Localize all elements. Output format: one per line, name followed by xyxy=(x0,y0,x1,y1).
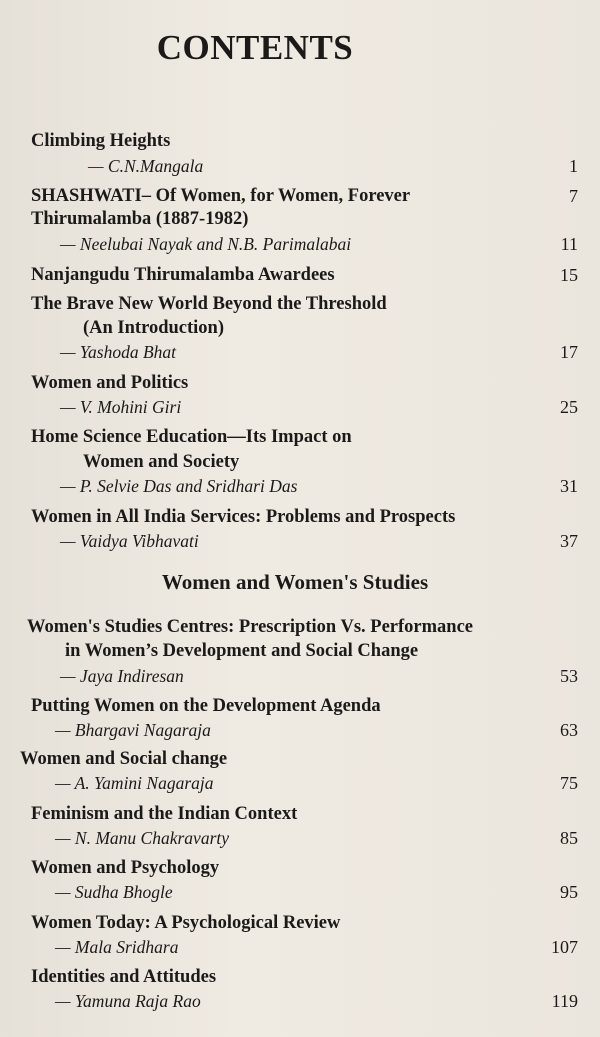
entry-author: — Yashoda Bhat xyxy=(60,342,177,362)
page-number: 11 xyxy=(560,234,578,254)
entry-author: — Neelubai Nayak and N.B. Parimalabai xyxy=(60,234,352,254)
page-number: 63 xyxy=(560,720,578,740)
entry-title: Putting Women on the Development Agenda xyxy=(31,696,381,716)
entry-title: in Women’s Development and Social Change xyxy=(65,641,419,661)
page-number: 7 xyxy=(569,186,578,206)
entry-title: Identities and Attitudes xyxy=(31,967,217,987)
entry-author: — Yamuna Raja Rao xyxy=(55,991,201,1011)
entry-title: Climbing Heights xyxy=(31,131,171,151)
page-number: 37 xyxy=(560,531,578,551)
entry-author: — Mala Sridhara xyxy=(55,937,179,957)
entry-title: Thirumalamba (1887-1982) xyxy=(31,209,249,229)
entry-author: — Sudha Bhogle xyxy=(55,882,173,902)
entry-author: — A. Yamini Nagaraja xyxy=(55,773,214,793)
entry-title: Women and Social change xyxy=(20,749,228,769)
page-number: 1 xyxy=(569,156,578,176)
entry-author: — Jaya Indiresan xyxy=(60,666,184,686)
entry-title: SHASHWATI– Of Women, for Women, Forever xyxy=(31,186,411,206)
page-number: 119 xyxy=(551,991,578,1011)
entry-author: — N. Manu Chakravarty xyxy=(55,828,230,848)
page-number: 95 xyxy=(560,882,578,902)
entry-title: Women and Psychology xyxy=(31,858,220,878)
entry-title: Women in All India Services: Problems and Prospects xyxy=(31,507,456,527)
page-number: 25 xyxy=(560,397,578,417)
entry-title: Women Today: A Psychological Review xyxy=(31,913,341,933)
entry-author: — V. Mohini Giri xyxy=(60,397,182,417)
entry-title: Women and Politics xyxy=(31,373,189,393)
entry-title: Women and Society xyxy=(83,452,240,472)
page-number: 107 xyxy=(551,937,578,957)
entry-title: Nanjangudu Thirumalamba Awardees xyxy=(31,265,335,285)
page-title: CONTENTS xyxy=(156,28,354,67)
page-number: 31 xyxy=(560,476,578,496)
page-number: 85 xyxy=(560,828,578,848)
page-number: 15 xyxy=(560,265,578,285)
page-number: 75 xyxy=(560,773,578,793)
entry-author: — Bhargavi Nagaraja xyxy=(55,720,211,740)
entry-title: Women's Studies Centres: Prescription Vs. Performance xyxy=(27,617,473,637)
entry-title: Home Science Education—Its Impact on xyxy=(31,427,352,447)
section-heading: Women and Women's Studies xyxy=(161,570,429,594)
entry-author: — C.N.Mangala xyxy=(88,156,204,176)
page-number: 17 xyxy=(560,342,578,362)
page-number: 53 xyxy=(560,666,578,686)
entry-author: — Vaidya Vibhavati xyxy=(60,531,199,551)
entry-title: Feminism and the Indian Context xyxy=(31,804,298,824)
entry-title: (An Introduction) xyxy=(83,318,224,338)
entry-title: The Brave New World Beyond the Threshold xyxy=(31,294,387,314)
entry-author: — P. Selvie Das and Sridhari Das xyxy=(60,476,298,496)
